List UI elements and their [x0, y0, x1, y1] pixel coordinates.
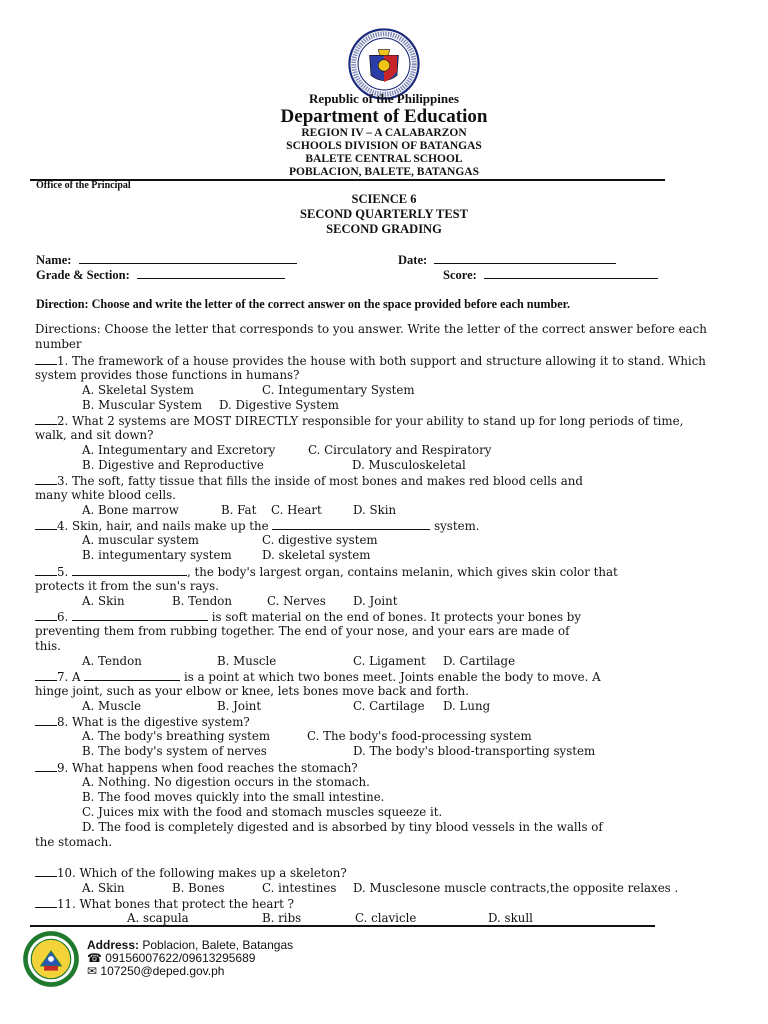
email-icon: ✉ — [87, 964, 98, 978]
question-5-line2: protects it from the sun's rays. — [35, 579, 219, 593]
question-7-line2: hinge joint, such as your elbow or knee, lets bones move back and forth. — [35, 684, 470, 698]
office-label: Office of the Principal — [36, 180, 131, 191]
school-label: BALETE CENTRAL SCHOOL — [305, 153, 463, 165]
question-1: 1. The framework of a house provides the house with both support and structure allowing it to stand. Which — [35, 353, 706, 369]
answer-blank-2[interactable] — [35, 413, 57, 425]
q7-fill-blank[interactable] — [84, 669, 180, 681]
question-3-line2: many white blood cells. — [35, 488, 176, 502]
q8-option-d: D. The body's blood-transporting system — [353, 744, 596, 758]
question-8: 8. What is the digestive system? — [35, 714, 250, 730]
date-field[interactable] — [434, 252, 616, 264]
q4-option-d: D. skeletal system — [262, 548, 371, 562]
q10-option-c: C. intestines — [262, 881, 337, 895]
q6-option-a: A. Tendon — [82, 654, 142, 668]
q9-option-a: A. Nothing. No digestion occurs in the stomach. — [82, 775, 370, 789]
q5-fill-blank[interactable] — [72, 564, 187, 576]
question-9: 9. What happens when food reaches the stomach? — [35, 760, 358, 776]
answer-blank-9[interactable] — [35, 760, 57, 772]
q11-option-b: B. ribs — [262, 911, 302, 925]
question-5: 5. , the body's largest organ, contains melanin, which gives skin color that — [35, 564, 618, 580]
q2-option-a: A. Integumentary and Excretory — [82, 443, 276, 457]
answer-blank-8[interactable] — [35, 714, 57, 726]
q7-option-b: B. Joint — [217, 699, 262, 713]
q7-option-c: C. Cartilage — [353, 699, 425, 713]
grade-section-field[interactable] — [137, 267, 285, 279]
answer-blank-3[interactable] — [35, 473, 57, 485]
deped-seal-icon — [348, 28, 420, 100]
answer-blank-5[interactable] — [35, 564, 57, 576]
question-2-line2: walk, and sit down? — [35, 428, 154, 442]
q4-option-b: B. integumentary system — [82, 548, 232, 562]
question-2: 2. What 2 systems are MOST DIRECTLY responsible for your ability to stand up for long periods of time, — [35, 413, 683, 429]
q9-option-b: B. The food moves quickly into the small intestine. — [82, 790, 385, 804]
test-title: SECOND QUARTERLY TEST — [300, 207, 468, 221]
q1-option-b: B. Muscular System — [82, 398, 203, 412]
q8-option-c: C. The body's food-processing system — [307, 729, 532, 743]
q9-option-d: D. The food is completely digested and is absorbed by tiny blood vessels in the walls of — [82, 820, 603, 834]
score-field[interactable] — [484, 267, 658, 279]
division-label: SCHOOLS DIVISION OF BATANGAS — [286, 140, 482, 152]
department-title: Department of Education — [280, 106, 488, 127]
q11-option-a: A. scapula — [127, 911, 189, 925]
question-1-line2: system provides those functions in humans? — [35, 368, 300, 382]
phone-icon: ☎ — [87, 951, 102, 965]
answer-blank-7[interactable] — [35, 669, 57, 681]
date-label: Date: — [398, 253, 428, 267]
q3-option-b: B. Fat — [221, 503, 257, 517]
answer-blank-11[interactable] — [35, 896, 57, 908]
q6-option-c: C. Ligament — [353, 654, 426, 668]
q9-option-c: C. Juices mix with the food and stomach muscles squeeze it. — [82, 805, 443, 819]
grade-section-label: Grade & Section: — [36, 268, 130, 282]
answer-blank-1[interactable] — [35, 353, 57, 365]
q1-option-c: C. Integumentary System — [262, 383, 415, 397]
score-label: Score: — [443, 268, 477, 282]
address-label: Address: — [87, 938, 140, 952]
q3-option-a: A. Bone marrow — [82, 503, 179, 517]
q1-option-d: D. Digestive System — [219, 398, 339, 412]
q7-option-a: A. Muscle — [82, 699, 142, 713]
q4-option-a: A. muscular system — [82, 533, 199, 547]
q2-option-d: D. Musculoskeletal — [352, 458, 466, 472]
q11-option-d: D. skull — [488, 911, 533, 925]
q3-option-c: C. Heart — [271, 503, 322, 517]
q10-option-b: B. Bones — [172, 881, 225, 895]
question-6: 6. is soft material on the end of bones. It protects your bones by — [35, 609, 581, 625]
q10-option-d: D. Musclesone muscle contracts,the opposite relaxes . — [353, 881, 679, 895]
q5-option-a: A. Skin — [82, 594, 125, 608]
q9-option-d-line2: the stomach. — [35, 835, 113, 849]
republic-label: Republic of the Philippines — [309, 91, 459, 106]
email-link[interactable]: 107250@deped.gov.ph — [100, 964, 225, 978]
q2-option-c: C. Circulatory and Respiratory — [308, 443, 492, 457]
q8-option-b: B. The body's system of nerves — [82, 744, 267, 758]
question-10: 10. Which of the following makes up a skeleton? — [35, 865, 347, 881]
question-11: 11. What bones that protect the heart ? — [35, 896, 294, 912]
q10-option-a: A. Skin — [82, 881, 125, 895]
q5-option-c: C. Nerves — [267, 594, 326, 608]
answer-blank-6[interactable] — [35, 609, 57, 621]
phone-number: 09156007622/09613295689 — [105, 951, 256, 965]
directions-line1: Directions: Choose the letter that corresponds to you answer. Write the letter of the correct answer before each — [35, 322, 707, 336]
footer-divider — [30, 925, 655, 927]
school-address-label: POBLACION, BALETE, BATANGAS — [289, 166, 479, 178]
q4-option-c: C. digestive system — [262, 533, 378, 547]
q7-option-d: D. Lung — [443, 699, 491, 713]
directions-line2: number — [35, 337, 82, 351]
region-label: REGION IV – A CALABARZON — [301, 127, 467, 139]
answer-blank-10[interactable] — [35, 865, 57, 877]
question-6-line3: this. — [35, 639, 61, 653]
answer-blank-4[interactable] — [35, 518, 57, 530]
subject-title: SCIENCE 6 — [351, 192, 417, 206]
question-7: 7. A is a point at which two bones meet. Joints enable the body to move. A — [35, 669, 601, 685]
q8-option-a: A. The body's breathing system — [82, 729, 271, 743]
q2-option-b: B. Digestive and Reproductive — [82, 458, 264, 472]
question-3: 3. The soft, fatty tissue that fills the inside of most bones and makes red blood cells and — [35, 473, 583, 489]
q6-fill-blank[interactable] — [72, 609, 208, 621]
q4-fill-blank[interactable] — [272, 518, 430, 530]
direction-bold: Direction: Choose and write the letter of the correct answer on the space provided before each number. — [36, 297, 571, 311]
question-4: 4. Skin, hair, and nails make up the system. — [35, 518, 480, 534]
q6-option-b: B. Muscle — [217, 654, 277, 668]
q1-option-a: A. Skeletal System — [82, 383, 194, 397]
name-label: Name: — [36, 253, 72, 267]
q3-option-d: D. Skin — [353, 503, 397, 517]
q11-option-c: C. clavicle — [355, 911, 417, 925]
question-6-line2: preventing them from rubbing together. The end of your nose, and your ears are made of — [35, 624, 570, 638]
grading-title: SECOND GRADING — [326, 222, 442, 236]
q5-option-d: D. Joint — [353, 594, 398, 608]
name-field[interactable] — [79, 252, 297, 264]
address-value: Poblacion, Balete, Batangas — [139, 938, 294, 952]
q6-option-d: D. Cartilage — [443, 654, 516, 668]
school-seal-icon — [22, 930, 80, 988]
q5-option-b: B. Tendon — [172, 594, 232, 608]
